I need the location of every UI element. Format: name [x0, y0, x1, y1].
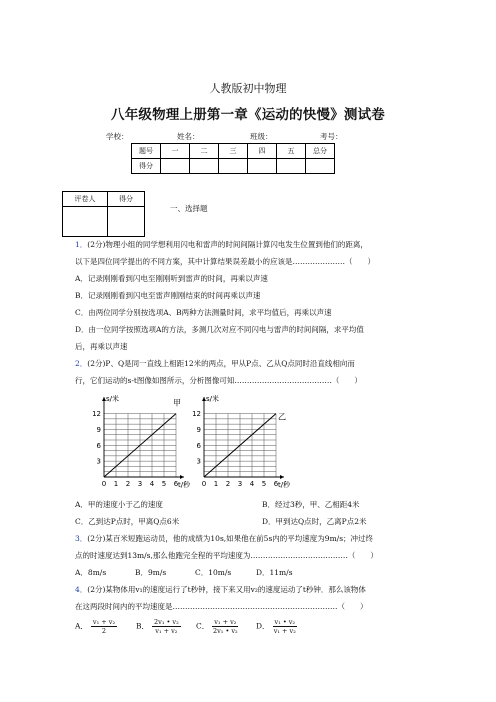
fraction-denominator: 2: [101, 627, 107, 635]
q2-stem-line2: 行，它们运动的s-t图像如图所示，分析图像可知…………………………………（ ）: [75, 376, 362, 385]
q4-option-c-label: C．: [196, 621, 210, 631]
q1-option-b: B．记录刚刚看到闪电至雷声刚刚结束的时间再乘以声速: [75, 291, 261, 300]
x-tick-label: 4: [149, 480, 155, 488]
number-label: 考号：: [320, 132, 343, 141]
y-axis-label: s/米: [106, 395, 120, 403]
fraction-denominator: v₁ + v₂: [273, 627, 296, 635]
q2-option-c: C．乙到达P点时，甲离Q点6米: [75, 517, 180, 526]
score-cell: 三: [219, 144, 248, 159]
x-axis-arrow: [180, 475, 184, 479]
q4-option-c-fraction: [212, 618, 238, 635]
score-cell: 总分: [306, 144, 335, 159]
score-cell: 得分: [132, 159, 161, 174]
q4-option-b: [136, 618, 196, 635]
q4-option-d-label: D．: [256, 621, 270, 631]
x-tick-label: 5: [161, 480, 167, 488]
q4-option-a: [75, 618, 145, 635]
x-axis-arrow: [280, 475, 284, 479]
q4-stem-line1: [75, 584, 435, 595]
score-cell: [277, 159, 306, 174]
st-graphs: [80, 393, 320, 495]
score-cell: [306, 159, 335, 174]
score-table-score-row: [132, 159, 335, 174]
x-tick-label: 5: [261, 480, 267, 488]
q4-option-c: [196, 618, 256, 635]
score-cell: [248, 159, 277, 174]
q4-option-d-fraction: [273, 618, 298, 635]
x-tick-label: 0: [101, 480, 107, 488]
q1-number: 1．: [75, 240, 88, 249]
book-subtitle: 人教版初中物理: [209, 82, 287, 95]
y-tick-label: 12: [192, 410, 201, 419]
q1-option-d: D．由一位同学按照选项A的方法，多测几次对应不同闪电与雷声的时间间隔，求平均值: [75, 325, 364, 334]
q2-text: (2分)P、Q是同一直线上相距12米的两点，甲从P点、乙从Q点同时沿直线相向而: [87, 359, 355, 368]
fraction-numerator: v₁ + v₂: [92, 618, 116, 626]
page-title: 八年级物理上册第一章《运动的快慢》测试卷: [111, 107, 385, 123]
fraction-numerator: v₁ • v₂: [274, 618, 296, 626]
series-label: 乙: [278, 412, 286, 422]
grader-label: 评卷人: [63, 192, 108, 207]
q2-stem-line1: [75, 358, 435, 369]
score-cell: 一: [161, 144, 190, 159]
grader-table: [62, 191, 145, 237]
fraction-numerator: 2v₁ • v₂: [154, 618, 179, 626]
series-label: 甲: [173, 398, 181, 408]
q4-option-d: [256, 618, 316, 635]
score-cell: 题号: [132, 144, 161, 159]
x-tick-label: 6: [173, 480, 179, 488]
y-tick-label: 9: [196, 425, 201, 434]
y-tick-label: 6: [196, 441, 201, 450]
score-cell: [161, 159, 190, 174]
y-tick-label: 3: [196, 457, 201, 466]
q4-option-a-label: A．: [75, 621, 88, 631]
graph-jia: [92, 394, 191, 489]
q1-option-d-cont: 后，再乘以声速: [75, 342, 128, 351]
school-label: 学校：: [106, 132, 129, 141]
x-axis-label: t/秒: [278, 481, 291, 489]
q2-option-a: A．甲的速度小于乙的速度: [75, 500, 163, 509]
q4-number: 4．: [75, 585, 88, 594]
y-tick-label: 12: [92, 410, 101, 419]
score-cell: [219, 159, 248, 174]
q2-option-b: B．经过3秒，甲、乙相距4米: [262, 500, 360, 509]
graph-yi: [192, 394, 291, 489]
q3-text: (2分)某百米短跑运动员，他的成绩为10s,如果他在前5s内的平均速度为9m/s；冲过终: [87, 534, 374, 543]
grader-cell: [63, 207, 108, 237]
score-cell: 四: [248, 144, 277, 159]
x-tick-label: 2: [125, 480, 131, 488]
q1-option-a: A．记录刚刚看到闪电至刚刚听到雷声的时间，再乘以声速: [75, 274, 268, 283]
q4-text: (2分)某物体用v₁的速度运行了t秒钟，接下来又用v₂的速度运动了t秒钟．那么该物体: [87, 585, 366, 594]
q1-stem-line2: 以下是四位同学提出的不同方案，其中计算结果误差最小的应该是…………………（ ）: [75, 257, 375, 266]
grader-score-label: 得分: [108, 192, 145, 207]
x-tick-label: 0: [201, 480, 207, 488]
fraction-denominator: v₁ + v₂: [155, 627, 178, 635]
y-axis-label: s/米: [206, 395, 220, 403]
fraction-numerator: v₁ + v₂: [214, 618, 237, 626]
fraction-denominator: 2v₁ • v₂: [212, 627, 238, 635]
q2-number: 2．: [75, 359, 88, 368]
q3-option-b: B．9m/s: [135, 568, 167, 577]
score-cell: 二: [190, 144, 219, 159]
q4-option-a-fraction: [91, 618, 117, 635]
q3-option-d: D．11m/s: [256, 568, 293, 577]
q3-option-a: A．8m/s: [75, 568, 107, 577]
q3-stem-line1: [75, 533, 435, 544]
q4-option-b-label: B．: [136, 621, 150, 631]
section-heading: 一、选择题: [170, 204, 208, 213]
score-table: [131, 143, 335, 174]
name-label: 姓名：: [177, 132, 200, 141]
x-tick-label: 3: [137, 480, 143, 488]
q1-text: (2分)物理小组的同学想利用闪电和雷声的时间间隔计算闪电发生位置到他们的距离，: [87, 240, 368, 249]
x-axis-label: t/秒: [178, 481, 191, 489]
y-tick-label: 3: [96, 457, 101, 466]
class-label: 班级：: [250, 132, 273, 141]
x-tick-label: 1: [113, 480, 119, 488]
q3-option-c: C．10m/s: [195, 568, 232, 577]
score-cell: [190, 159, 219, 174]
x-tick-label: 3: [237, 480, 243, 488]
x-tick-label: 4: [249, 480, 255, 488]
q2-option-d: D．甲到达Q点时，乙离P点2米: [262, 517, 367, 526]
score-cell: 五: [277, 144, 306, 159]
q1-option-c: C．由两位同学分别按选项A、B两种方法测量时间，求平均值后，再乘以声速: [75, 308, 332, 317]
x-tick-label: 2: [225, 480, 231, 488]
q3-number: 3．: [75, 534, 88, 543]
x-tick-label: 6: [273, 480, 279, 488]
score-table-header-row: [132, 144, 335, 159]
q4-stem-line2: 在这两段时间内的平均速度是…………………………………………………………（ ）: [75, 602, 368, 611]
y-tick-label: 6: [96, 441, 101, 450]
q3-stem-line2: 点的时速度达到13m/s,那么他跑完全程的平均速度为…………………………………（ ）: [75, 551, 378, 560]
y-tick-label: 9: [96, 425, 101, 434]
grader-score-cell: [108, 207, 145, 237]
x-tick-label: 1: [213, 480, 219, 488]
q1-stem-line1: [75, 239, 435, 250]
q4-option-b-fraction: [152, 618, 181, 635]
